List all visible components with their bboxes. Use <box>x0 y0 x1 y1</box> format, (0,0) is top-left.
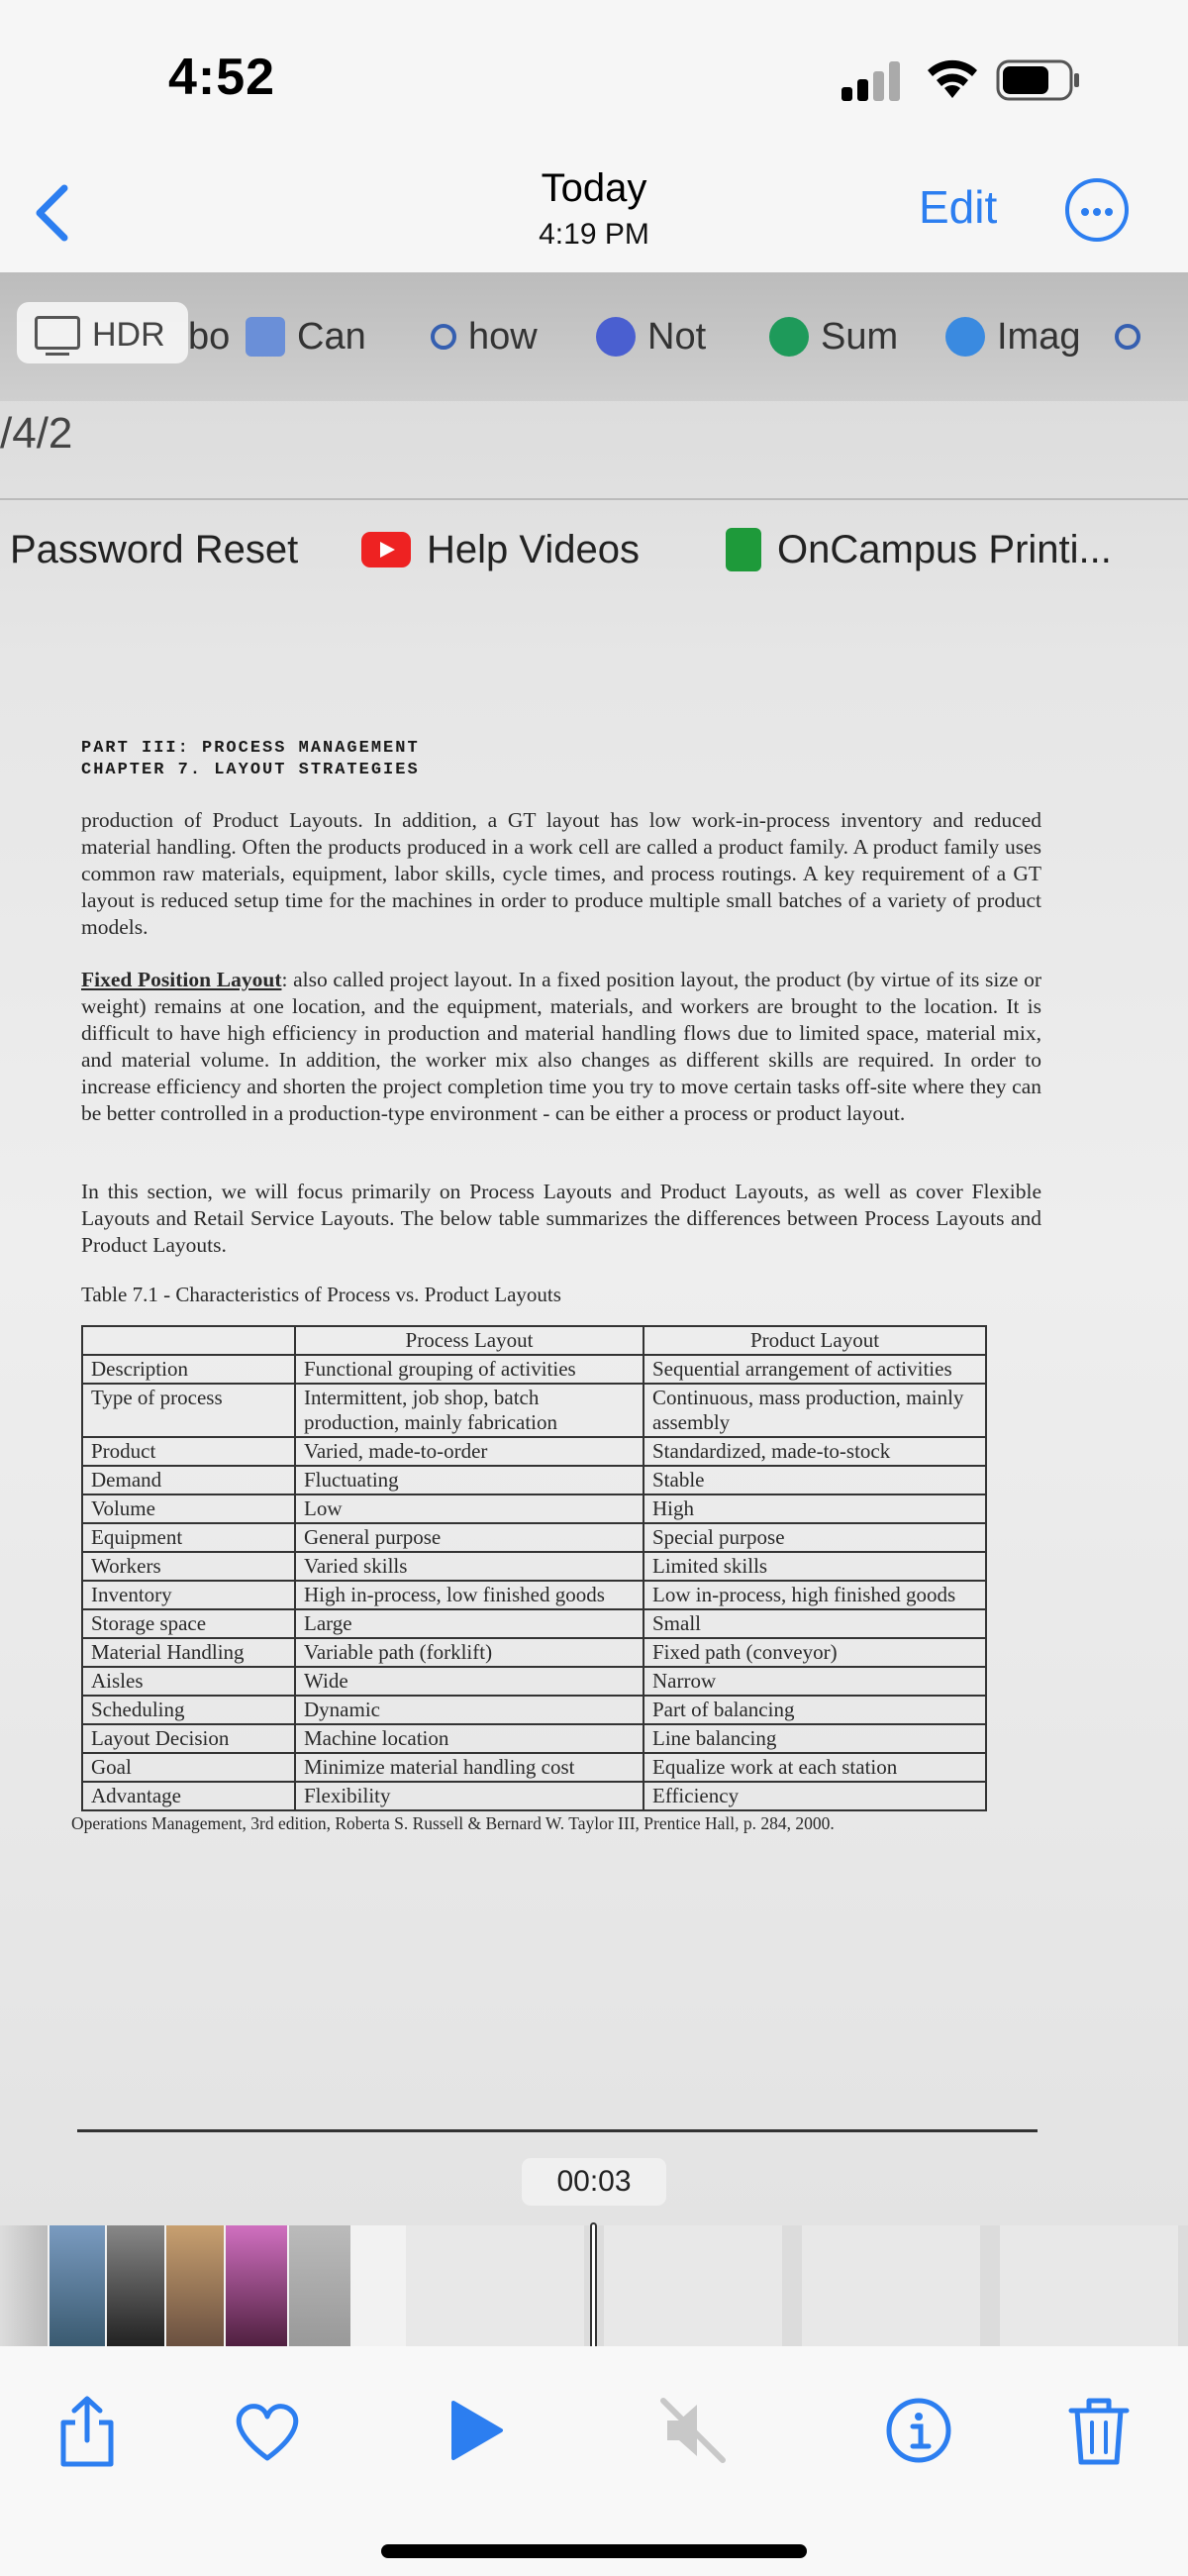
table-cell: Demand <box>82 1466 295 1494</box>
bookmark-label: Password Reset <box>10 527 299 571</box>
photo-tab-label: Not <box>647 315 707 358</box>
table-cell: Material Handling <box>82 1638 295 1667</box>
table-cell: Flexibility <box>295 1782 644 1810</box>
hdr-label: HDR <box>92 316 165 354</box>
table-cell: Storage space <box>82 1609 295 1638</box>
table-row <box>82 1437 986 1466</box>
doc-paragraph: production of Product Layouts. In addition, a GT layout has low work-in-process inventory and reduced material handling. Often the products produced in a work cell are called a product family. A product family uses common raw materials, equipment, labor skills, cycle times, and process routings. A key requirement of a GT layout is reduced setup time for the machines in order to produce multiple small batches of a variety of product models. <box>81 808 1041 939</box>
search-icon <box>431 324 456 350</box>
photo-tab <box>1115 302 1152 371</box>
table-cell: Fluctuating <box>295 1466 644 1494</box>
hdr-badge[interactable] <box>17 302 188 363</box>
table-row <box>82 1782 986 1810</box>
table-cell: Workers <box>82 1552 295 1581</box>
table-row <box>82 1609 986 1638</box>
table-cell: Small <box>644 1609 986 1638</box>
bookmark <box>10 510 298 589</box>
table-row <box>82 1753 986 1782</box>
table-header-row <box>82 1326 986 1355</box>
table-cell: Inventory <box>82 1581 295 1609</box>
ai-icon <box>596 317 636 357</box>
table-caption: Table 7.1 - Characteristics of Process vs. Product Layouts <box>81 1283 561 1306</box>
table-cell: Line balancing <box>644 1724 986 1753</box>
doc-header <box>81 738 1041 781</box>
photographed-bookmarks <box>0 510 1188 589</box>
battery-icon <box>996 59 1081 101</box>
table-cell: Sequential arrangement of activities <box>644 1355 986 1384</box>
info-icon[interactable] <box>879 2391 958 2470</box>
table-cell: Advantage <box>82 1782 295 1810</box>
photo-view[interactable] <box>0 272 1188 2225</box>
table-cell: Equipment <box>82 1523 295 1552</box>
table-cell: Functional grouping of activities <box>295 1355 644 1384</box>
display-icon <box>35 316 80 350</box>
doc-paragraph <box>81 967 1041 1127</box>
table-cell: Stable <box>644 1466 986 1494</box>
photo-tab <box>188 302 230 371</box>
table-cell: High <box>644 1494 986 1523</box>
table-cell: Volume <box>82 1494 295 1523</box>
search-icon <box>1115 324 1140 350</box>
table-row <box>82 1581 986 1609</box>
table-cell: Special purpose <box>644 1523 986 1552</box>
table-cell: Minimize material handling cost <box>295 1753 644 1782</box>
video-timer: 00:03 <box>522 2158 666 2206</box>
doc-term-definition: : also called project layout. In a fixed position layout, the product (by virtue of its size or weight) remains at one location, and the equipment, materials, and workers are brought to the location. It is difficult to have high efficiency in production and material handling flows due to limited space, material mix, and material volume. In addition, the worker mix also changes as different skills are required. In order to increase efficiency and shorten the project completion time you try to move certain tasks off-site where they can be better controlled in a production-type environment - can be either a process or product layout. <box>81 968 1041 1125</box>
doc-header-part: PART III: PROCESS MANAGEMENT <box>81 739 420 758</box>
photo-tab <box>246 302 366 371</box>
table-row <box>82 1523 986 1552</box>
table-row <box>82 1466 986 1494</box>
filmstrip-thumb[interactable] <box>50 2225 105 2346</box>
table-cell: Goal <box>82 1753 295 1782</box>
photo-tab <box>596 302 706 371</box>
table-cell: Standardized, made-to-stock <box>644 1437 986 1466</box>
play-icon[interactable] <box>436 2391 515 2470</box>
table-cell: Varied, made-to-order <box>295 1437 644 1466</box>
table-cell: Large <box>295 1609 644 1638</box>
table-cell: Description <box>82 1355 295 1384</box>
photo-tab-label: Imag <box>997 315 1081 358</box>
share-icon[interactable] <box>48 2391 127 2470</box>
table-cell: Variable path (forklift) <box>295 1638 644 1667</box>
table-cell: Type of process <box>82 1384 295 1437</box>
photographed-document <box>71 738 1041 1834</box>
photo-tab <box>945 302 1080 371</box>
photographed-url: /4/2 <box>0 409 73 458</box>
table-cell: High in-process, low finished goods <box>295 1581 644 1609</box>
table-cell: Low in-process, high finished goods <box>644 1581 986 1609</box>
table-cell: Wide <box>295 1667 644 1696</box>
table-cell: Part of balancing <box>644 1696 986 1724</box>
youtube-icon <box>361 532 411 567</box>
table-cell: Efficiency <box>644 1782 986 1810</box>
table-cell: Aisles <box>82 1667 295 1696</box>
video-scrubber-frames[interactable] <box>406 2225 1188 2346</box>
table-cell: Product <box>82 1437 295 1466</box>
photo-tab-label: bo <box>188 315 231 358</box>
app-icon <box>769 317 809 357</box>
table-row <box>82 1552 986 1581</box>
layout-comparison-table <box>81 1325 987 1811</box>
more-options-icon[interactable] <box>1065 178 1129 242</box>
doc-paragraph: In this section, we will focus primarily on Process Layouts and Product Layouts, as well as cover Flexible Layouts and Retail Service Layouts. The below table summarizes the differences between Process Layouts and Product Layouts. <box>81 1180 1041 1257</box>
heart-icon[interactable] <box>228 2391 307 2470</box>
nav-subtitle: 4:19 PM <box>539 218 649 251</box>
table-cell: Intermittent, job shop, batch production, mainly fabrication <box>295 1384 644 1437</box>
filmstrip[interactable] <box>0 2225 1188 2346</box>
table-cell: Low <box>295 1494 644 1523</box>
table-row <box>82 1384 986 1437</box>
playhead[interactable] <box>590 2222 597 2349</box>
table-cell: Scheduling <box>82 1696 295 1724</box>
trash-icon[interactable] <box>1059 2391 1138 2470</box>
table-body <box>82 1355 986 1810</box>
filmstrip-thumb[interactable] <box>0 2225 48 2346</box>
filmstrip-thumb[interactable] <box>289 2225 350 2346</box>
bottom-toolbar <box>0 2346 1188 2576</box>
table-row <box>82 1667 986 1696</box>
table-header: Process Layout <box>295 1326 644 1355</box>
table-cell: General purpose <box>295 1523 644 1552</box>
filmstrip-thumb[interactable] <box>166 2225 224 2346</box>
table-header <box>82 1326 295 1355</box>
page-rule <box>77 2129 1038 2132</box>
photo-tab-label: Can <box>297 315 366 358</box>
table-header: Product Layout <box>644 1326 986 1355</box>
document-icon <box>246 317 285 357</box>
nav-bar <box>0 149 1188 272</box>
image-search-icon <box>945 317 985 357</box>
back-chevron-icon[interactable] <box>25 178 84 248</box>
table-cell: Narrow <box>644 1667 986 1696</box>
photographed-tabs <box>188 302 1188 371</box>
photo-tab-label: Sum <box>821 315 899 358</box>
bookmark-label: Help Videos <box>427 527 640 571</box>
table-cell: Dynamic <box>295 1696 644 1724</box>
table-cell: Layout Decision <box>82 1724 295 1753</box>
filmstrip-thumb[interactable] <box>226 2225 287 2346</box>
table-cell: Varied skills <box>295 1552 644 1581</box>
oncampus-icon <box>726 528 761 571</box>
bookmark <box>726 510 1112 589</box>
photo-tab-label: how <box>468 315 538 358</box>
table-cell: Machine location <box>295 1724 644 1753</box>
wifi-icon <box>924 54 981 100</box>
nav-title: Today <box>541 166 647 210</box>
bookmark-label: OnCampus Printi... <box>777 527 1112 571</box>
status-time: 4:52 <box>168 49 276 106</box>
table-row <box>82 1494 986 1523</box>
table-cell: Limited skills <box>644 1552 986 1581</box>
table-row <box>82 1638 986 1667</box>
filmstrip-thumb[interactable] <box>107 2225 164 2346</box>
cellular-signal-icon <box>842 61 901 101</box>
table-cell: Continuous, mass production, mainly assembly <box>644 1384 986 1437</box>
divider <box>0 498 1188 500</box>
photo-tab <box>431 302 538 371</box>
mute-icon[interactable] <box>653 2391 733 2470</box>
doc-header-chapter: CHAPTER 7. LAYOUT STRATEGIES <box>81 761 420 779</box>
photo-tab <box>769 302 898 371</box>
citation: Operations Management, 3rd edition, Roberta S. Russell & Bernard W. Taylor III, Prentice Hall, p. 284, 2000. <box>71 1813 835 1833</box>
edit-button[interactable]: Edit <box>919 181 998 233</box>
table-cell: Fixed path (conveyor) <box>644 1638 986 1667</box>
home-indicator <box>381 2544 807 2558</box>
table-row <box>82 1696 986 1724</box>
table-cell: Equalize work at each station <box>644 1753 986 1782</box>
doc-term: Fixed Position Layout <box>81 968 282 991</box>
table-row <box>82 1355 986 1384</box>
status-bar <box>0 0 1188 149</box>
bookmark <box>361 510 640 589</box>
table-row <box>82 1724 986 1753</box>
